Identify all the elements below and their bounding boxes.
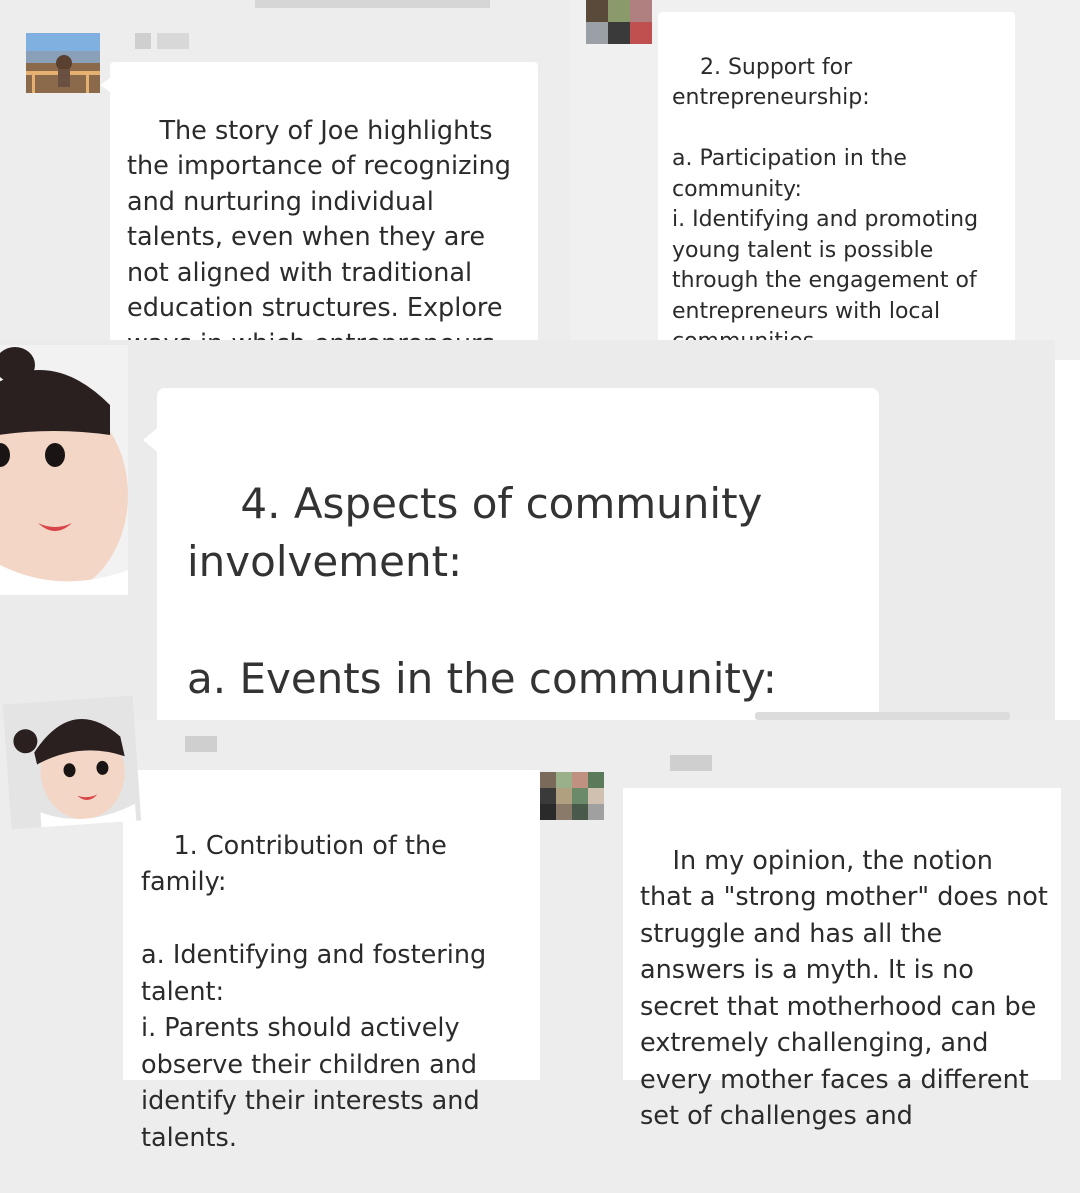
chat-screenshot-family bbox=[0, 720, 540, 1153]
message-text: The story of Joe highlights the importance of recognizing and nurturing individual talents, even when they are not aligned with traditional education structures. Explore bbox=[127, 115, 511, 323]
chat-screenshot-support bbox=[570, 0, 1080, 360]
top-bar bbox=[255, 0, 490, 8]
message-text: In my opinion, the notion that a "strong mother" does not struggle and has all the answers is a myth. It is no secret that motherhood can be extremely challenging, and every mother faces a different set of challenges and bbox=[640, 845, 1056, 1131]
message-text: 1. Contribution of the family: a. Identifying and fostering talent: i. Parents should actively observe their children and identify their interests and talents. bbox=[141, 830, 487, 1153]
message-text: 2. Support for entrepreneurship: a. Participation in the community: i. Identifying and promoting young talent is possible through the engagement of entrepreneurs with local bbox=[672, 54, 979, 324]
message-bubble-family bbox=[123, 770, 540, 1153]
chat-screenshot-mother bbox=[540, 720, 1080, 1131]
timestamp-blurred bbox=[755, 712, 1010, 720]
child-avatar-icon[interactable] bbox=[0, 345, 128, 595]
mosaic-avatar-icon[interactable] bbox=[540, 772, 604, 820]
chat-screenshot-community bbox=[0, 340, 1055, 720]
message-bubble-mother bbox=[623, 788, 1061, 1131]
sender-name-blurred bbox=[135, 33, 189, 49]
mosaic-avatar-icon[interactable] bbox=[586, 0, 652, 44]
right-edge-panel bbox=[1055, 360, 1080, 720]
sender-name-blurred bbox=[670, 755, 712, 771]
bubble-tail bbox=[143, 428, 157, 452]
landscape-avatar-icon[interactable] bbox=[26, 33, 100, 93]
sender-name-blurred bbox=[185, 736, 217, 752]
message-bubble-community bbox=[157, 388, 879, 720]
child-avatar-icon[interactable] bbox=[3, 696, 141, 830]
message-text: 4. Aspects of community involvement: a. Events in the community: bbox=[187, 478, 777, 703]
message-bubble-joe bbox=[110, 62, 538, 360]
chat-screenshot-joe bbox=[0, 0, 560, 360]
bubble-tail bbox=[100, 78, 110, 92]
message-bubble-support bbox=[658, 12, 1015, 360]
